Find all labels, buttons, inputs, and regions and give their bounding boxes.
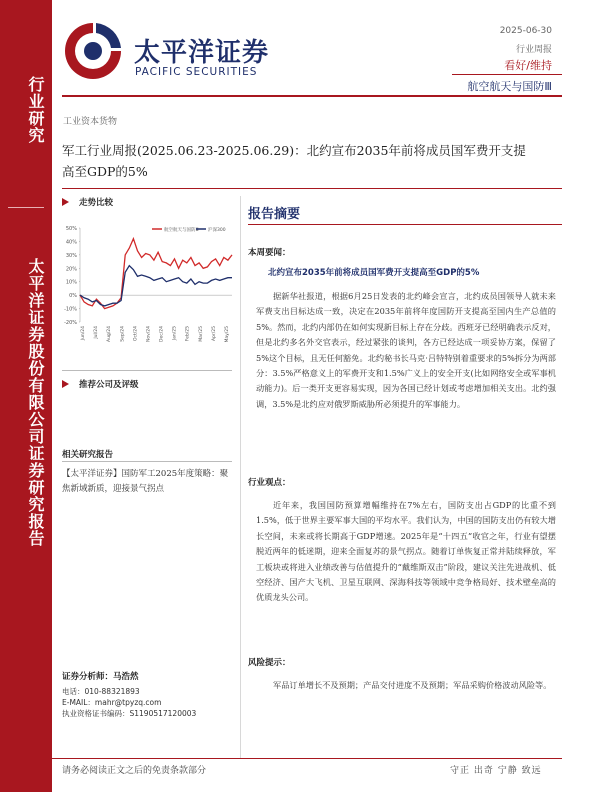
title-divider — [62, 188, 562, 189]
report-title — [62, 140, 572, 182]
news-body: 据新华社报道，根据6月25日发表的北约峰会宣言，北约成员国领导人就未来军费支出目标达成一致，决定在2035年前将年度国防开支提高至国内生产总值的5%。然而，北约内部仍在如何实现新目标上存在分歧。西班牙已经明确表示反对，但是北约多名外交官表示，经过紧张的谈判，各方已经达成一项妥协方案，保留了5%这个目标，且无任何豁免。北约秘书长马克·吕特特别着重要求的5%拆分为两部分：3.5%严格意义上的军费开支和1.5%广义上的安全开支(比如网络安全或军事机动能力)。后一类开支更容易实现，因为各国已经计划或考虑增加相关支出。北约强调，3.5%是北约应对俄罗斯威胁所必须提升的军事能力。 — [256, 291, 556, 409]
section-arrow-icon — [62, 198, 69, 206]
x-tick-label: Oct/24 — [133, 326, 139, 342]
report-title-line1: 军工行业周报(2025.06.23-2025.06.29)：北约宣布2035年前将成员国军费开支提 — [62, 143, 526, 158]
y-tick-label: 30% — [65, 252, 77, 259]
sidebar — [0, 0, 52, 792]
logo-name-cn: 太平洋证券 — [134, 38, 270, 68]
header-divider — [62, 95, 562, 97]
risk-body: 军品订单增长不及预期；产品交付进度不及预期；军品采购价格波动风险等。 — [273, 680, 552, 690]
trend-chart-svg — [60, 220, 240, 350]
x-tick-label: Apr/25 — [211, 326, 217, 342]
related-report-link[interactable]: 【太平洋证券】国防军工2025年度策略：聚焦新域新质，迎接景气拐点 — [62, 469, 229, 494]
x-tick-label: Jun/24 — [81, 326, 86, 341]
x-tick-label: May/25 — [225, 326, 230, 343]
recommend-section — [62, 378, 232, 390]
trend-heading — [62, 196, 232, 208]
view-heading: 行业观点： — [248, 478, 291, 488]
related-heading: 相关研究报告 — [62, 450, 114, 460]
summary-heading: 报告摘要 — [248, 207, 301, 222]
industry-rating: 看好/维持 — [504, 59, 552, 72]
series-line-2 — [80, 266, 232, 306]
analyst-license: 执业资格证书编码：S1190517120003 — [62, 709, 197, 718]
industry-category: 工业资本货物 — [63, 117, 118, 127]
recommend-heading-text: 推荐公司及评级 — [79, 380, 139, 390]
footer-disclaimer: 请务必阅读正文之后的免责条款部分 — [62, 766, 207, 776]
x-tick-label: Aug/24 — [107, 326, 113, 343]
series-line-1 — [80, 239, 232, 309]
sidebar-divider — [8, 207, 44, 208]
x-tick-label: Sep/24 — [120, 326, 126, 342]
report-type: 行业周报 — [515, 45, 552, 55]
trend-section — [62, 196, 232, 208]
trend-heading-text: 走势比较 — [79, 198, 114, 208]
chart-divider — [62, 370, 232, 371]
report-title-line2: 高至GDP的5% — [62, 164, 148, 179]
analyst-phone: 电话：010-88321893 — [62, 687, 140, 696]
industry-name: 航空航天与国防Ⅲ — [467, 80, 552, 93]
column-divider — [240, 196, 241, 758]
logo-name-en: PACIFIC SECURITIES — [135, 66, 258, 78]
x-tick-label: Jan/25 — [172, 326, 178, 341]
summary-divider — [248, 224, 562, 225]
related-divider — [62, 461, 232, 462]
risk-heading: 风险提示： — [248, 658, 291, 668]
y-tick-label: 10% — [65, 279, 77, 286]
company-logo — [62, 18, 270, 88]
logo-emblem-icon — [62, 20, 124, 82]
legend-label: 航空航天与国防Ⅲ — [164, 228, 199, 233]
footer-motto: 守正 出奇 宁静 致远 — [450, 766, 542, 776]
analyst-email[interactable]: E-MAIL：mahr@tpyzq.com — [62, 698, 162, 707]
y-tick-label: -20% — [64, 320, 77, 326]
news-heading: 本周要闻： — [248, 248, 291, 258]
x-tick-label: Mar/25 — [198, 326, 204, 342]
footer-divider — [52, 758, 562, 759]
section-arrow-icon — [62, 380, 69, 388]
x-tick-label: Dec/24 — [159, 326, 165, 342]
x-tick-label: Nov/24 — [146, 326, 152, 343]
y-tick-label: 40% — [65, 239, 77, 246]
y-tick-label: 20% — [65, 266, 77, 273]
analyst-heading: 证券分析师：马浩然 — [62, 672, 139, 682]
report-date: 2025-06-30 — [499, 26, 552, 36]
sidebar-section-label: 行业研究 — [26, 76, 45, 144]
news-title: 北约宣布2035年前将成员国军费开支提高至GDP的5% — [268, 268, 480, 278]
sidebar-company-label: 太平洋证券股份有限公司证券研究报告 — [26, 257, 45, 547]
legend-label: 沪深300 — [208, 228, 226, 233]
analyst-block — [62, 670, 237, 719]
y-tick-label: 0% — [69, 293, 77, 300]
trend-chart — [60, 220, 240, 350]
y-tick-label: 50% — [65, 226, 77, 232]
x-tick-label: Jul/24 — [94, 326, 100, 339]
recommend-heading — [62, 378, 232, 390]
x-tick-label: Feb/25 — [185, 326, 191, 342]
view-body: 近年来，我国国防预算增幅维持在7%左右，国防支出占GDP的比重不到1.5%，低于世界主要军事大国的平均水平。我们认为，中国的国防支出仍有较大增长空间，未来或将长期高于GDP增速。2025年是“十四五”收官之年，行业有望摆脱近两年的低迷期，迎来全面复苏的景气拐点。随着订单恢复正常并陆续释放，军工板块或将进入业绩改善与估值提升的“戴维斯双击”阶段，建议关注先进战机、低空经济、国产大飞机、卫星互联网、深海科技等领域中竞争格局好、技术壁垒高的优质龙头公司。 — [256, 500, 556, 603]
header-rating-divider — [452, 74, 562, 75]
y-tick-label: -10% — [64, 306, 77, 313]
